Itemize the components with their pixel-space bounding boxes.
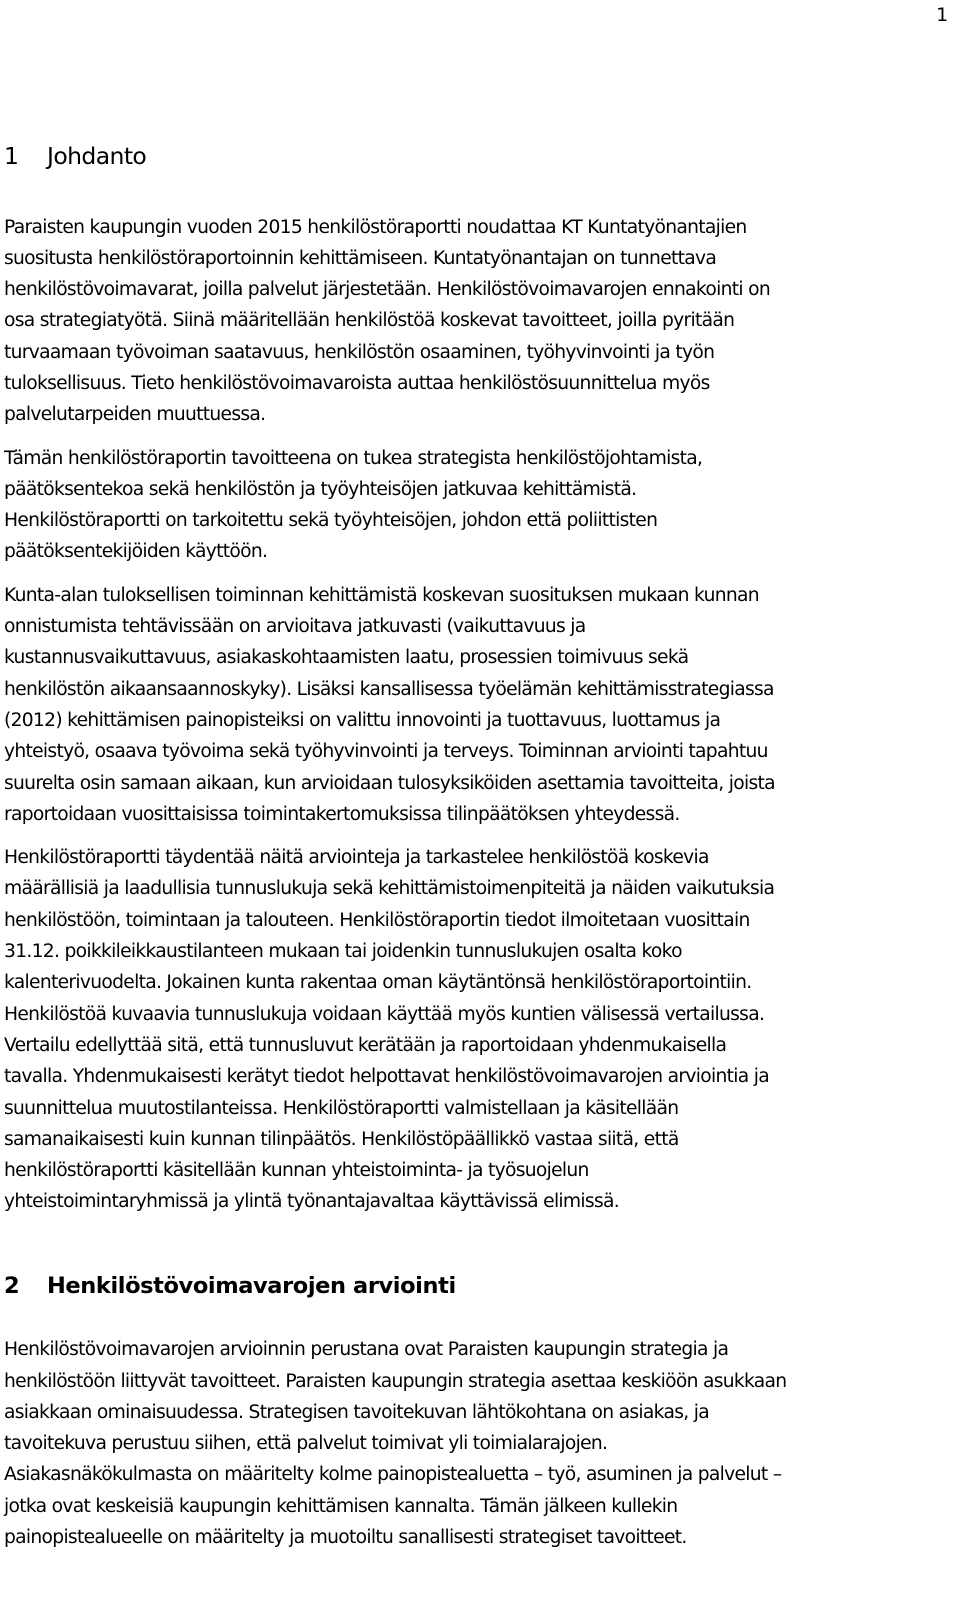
text-line: painopistealueelle on määritelty ja muotoiltu sanallisesti strategiset tavoitteet. bbox=[4, 1526, 687, 1548]
text-line: Henkilöstöä kuvaavia tunnuslukuja voidaan käyttää myös kuntien välisessä vertailussa. bbox=[4, 1003, 765, 1025]
paragraph bbox=[4, 443, 944, 568]
text-line: yhteistoimintaryhmissä ja ylintä työnantajavaltaa käyttävissä elimissä. bbox=[4, 1191, 619, 1213]
section-title: Henkilöstövoimavarojen arviointi bbox=[47, 1272, 456, 1299]
text-line: henkilöstöön liittyvät tavoitteet. Paraisten kaupungin strategia asettaa keskiöön asukkaan bbox=[4, 1370, 787, 1392]
text-line: Henkilöstöraportti on tarkoitettu sekä työyhteisöjen, johdon että poliittisten bbox=[4, 510, 658, 532]
text-line: kalenterivuodelta. Jokainen kunta rakentaa oman käytäntönsä henkilöstöraportointiin. bbox=[4, 972, 752, 994]
text-line: Tämän henkilöstöraportin tavoitteena on tukea strategista henkilöstöjohtamista, bbox=[4, 447, 703, 469]
text-line: raportoidaan vuosittaisissa toimintakertomuksissa tilinpäätöksen yhteydessä. bbox=[4, 803, 680, 825]
paragraph bbox=[4, 212, 944, 431]
text-line: Asiakasnäkökulmasta on määritelty kolme painopistealuetta – työ, asuminen ja palvelut – bbox=[4, 1464, 782, 1486]
text-line: onnistumista tehtävissään on arvioitava jatkuvasti (vaikuttavuus ja bbox=[4, 616, 586, 638]
text-line: jotka ovat keskeisiä kaupungin kehittämisen kannalta. Tämän jälkeen kullekin bbox=[4, 1495, 678, 1517]
text-line: henkilöstöön, toimintaan ja talouteen. Henkilöstöraportin tiedot ilmoitetaan vuosittain bbox=[4, 909, 750, 931]
text-line: tavalla. Yhdenmukaisesti kerätyt tiedot helpottavat henkilöstövoimavarojen arviointia ja bbox=[4, 1066, 769, 1088]
text-line: määrällisiä ja laadullisia tunnuslukuja sekä kehittämistoimenpiteitä ja näiden vaikutuksia bbox=[4, 878, 775, 900]
section-number: 2 bbox=[4, 1272, 20, 1299]
section-title: Johdanto bbox=[47, 142, 147, 170]
text-line: suunnittelua muutostilanteissa. Henkilöstöraportti valmistellaan ja käsitellään bbox=[4, 1097, 679, 1119]
text-line: osa strategiatyötä. Siinä määritellään henkilöstöä koskevat tavoitteet, joilla pyritään bbox=[4, 310, 735, 332]
section-heading-2 bbox=[4, 1272, 944, 1299]
text-line: henkilöstövoimavarat, joilla palvelut järjestetään. Henkilöstövoimavarojen ennakointi on bbox=[4, 279, 770, 301]
text-line: Kunta-alan tuloksellisen toiminnan kehittämistä koskevan suosituksen mukaan kunnan bbox=[4, 584, 759, 606]
text-line: henkilöstön aikaansaannoskyky). Lisäksi kansallisessa työelämän kehittämisstrategiassa bbox=[4, 678, 774, 700]
paragraph bbox=[4, 1334, 944, 1553]
text-line: 31.12. poikkileikkaustilanteen mukaan tai joidenkin tunnuslukujen osalta koko bbox=[4, 941, 682, 963]
text-line: tavoitekuva perustuu siihen, että palvelut toimivat yli toimialarajojen. bbox=[4, 1433, 608, 1455]
paragraph bbox=[4, 842, 944, 1218]
page-number: 1 bbox=[936, 4, 948, 26]
section-number: 1 bbox=[4, 142, 19, 170]
text-line: suositusta henkilöstöraportoinnin kehittämiseen. Kuntatyönantajan on tunnettava bbox=[4, 247, 717, 269]
text-line: Paraisten kaupungin vuoden 2015 henkilöstöraportti noudattaa KT Kuntatyönantajien bbox=[4, 216, 747, 238]
document-body bbox=[4, 140, 944, 1553]
text-line: tuloksellisuus. Tieto henkilöstövoimavaroista auttaa henkilöstösuunnittelua myös bbox=[4, 372, 710, 394]
text-line: suurelta osin samaan aikaan, kun arvioidaan tulosyksiköiden asettamia tavoitteita, joista bbox=[4, 772, 775, 794]
text-line: kustannusvaikuttavuus, asiakaskohtaamisten laatu, prosessien toimivuus sekä bbox=[4, 647, 689, 669]
text-line: asiakkaan ominaisuudessa. Strategisen tavoitekuvan lähtökohtana on asiakas, ja bbox=[4, 1401, 709, 1423]
text-line: Henkilöstöraportti täydentää näitä arviointeja ja tarkastelee henkilöstöä koskevia bbox=[4, 847, 709, 869]
paragraph bbox=[4, 580, 944, 830]
text-line: päätöksentekoa sekä henkilöstön ja työyhteisöjen jatkuvaa kehittämistä. bbox=[4, 478, 637, 500]
text-line: palvelutarpeiden muuttuessa. bbox=[4, 404, 266, 426]
text-line: turvaamaan työvoiman saatavuus, henkilöstön osaaminen, työhyvinvointi ja työn bbox=[4, 341, 715, 363]
text-line: Henkilöstövoimavarojen arvioinnin perustana ovat Paraisten kaupungin strategia ja bbox=[4, 1339, 729, 1361]
text-line: Vertailu edellyttää sitä, että tunnusluvut kerätään ja raportoidaan yhdenmukaisella bbox=[4, 1034, 727, 1056]
text-line: samanaikaisesti kuin kunnan tilinpäätös. Henkilöstöpäällikkö vastaa siitä, että bbox=[4, 1128, 679, 1150]
text-line: henkilöstöraportti käsitellään kunnan yhteistoiminta- ja työsuojelun bbox=[4, 1160, 589, 1182]
text-line: (2012) kehittämisen painopisteiksi on valittu innovointi ja tuottavuus, luottamus ja bbox=[4, 709, 721, 731]
section-heading-1 bbox=[4, 142, 944, 170]
text-line: päätöksentekijöiden käyttöön. bbox=[4, 541, 268, 563]
text-line: yhteistyö, osaava työvoima sekä työhyvinvointi ja terveys. Toiminnan arviointi tapahtuu bbox=[4, 741, 768, 763]
